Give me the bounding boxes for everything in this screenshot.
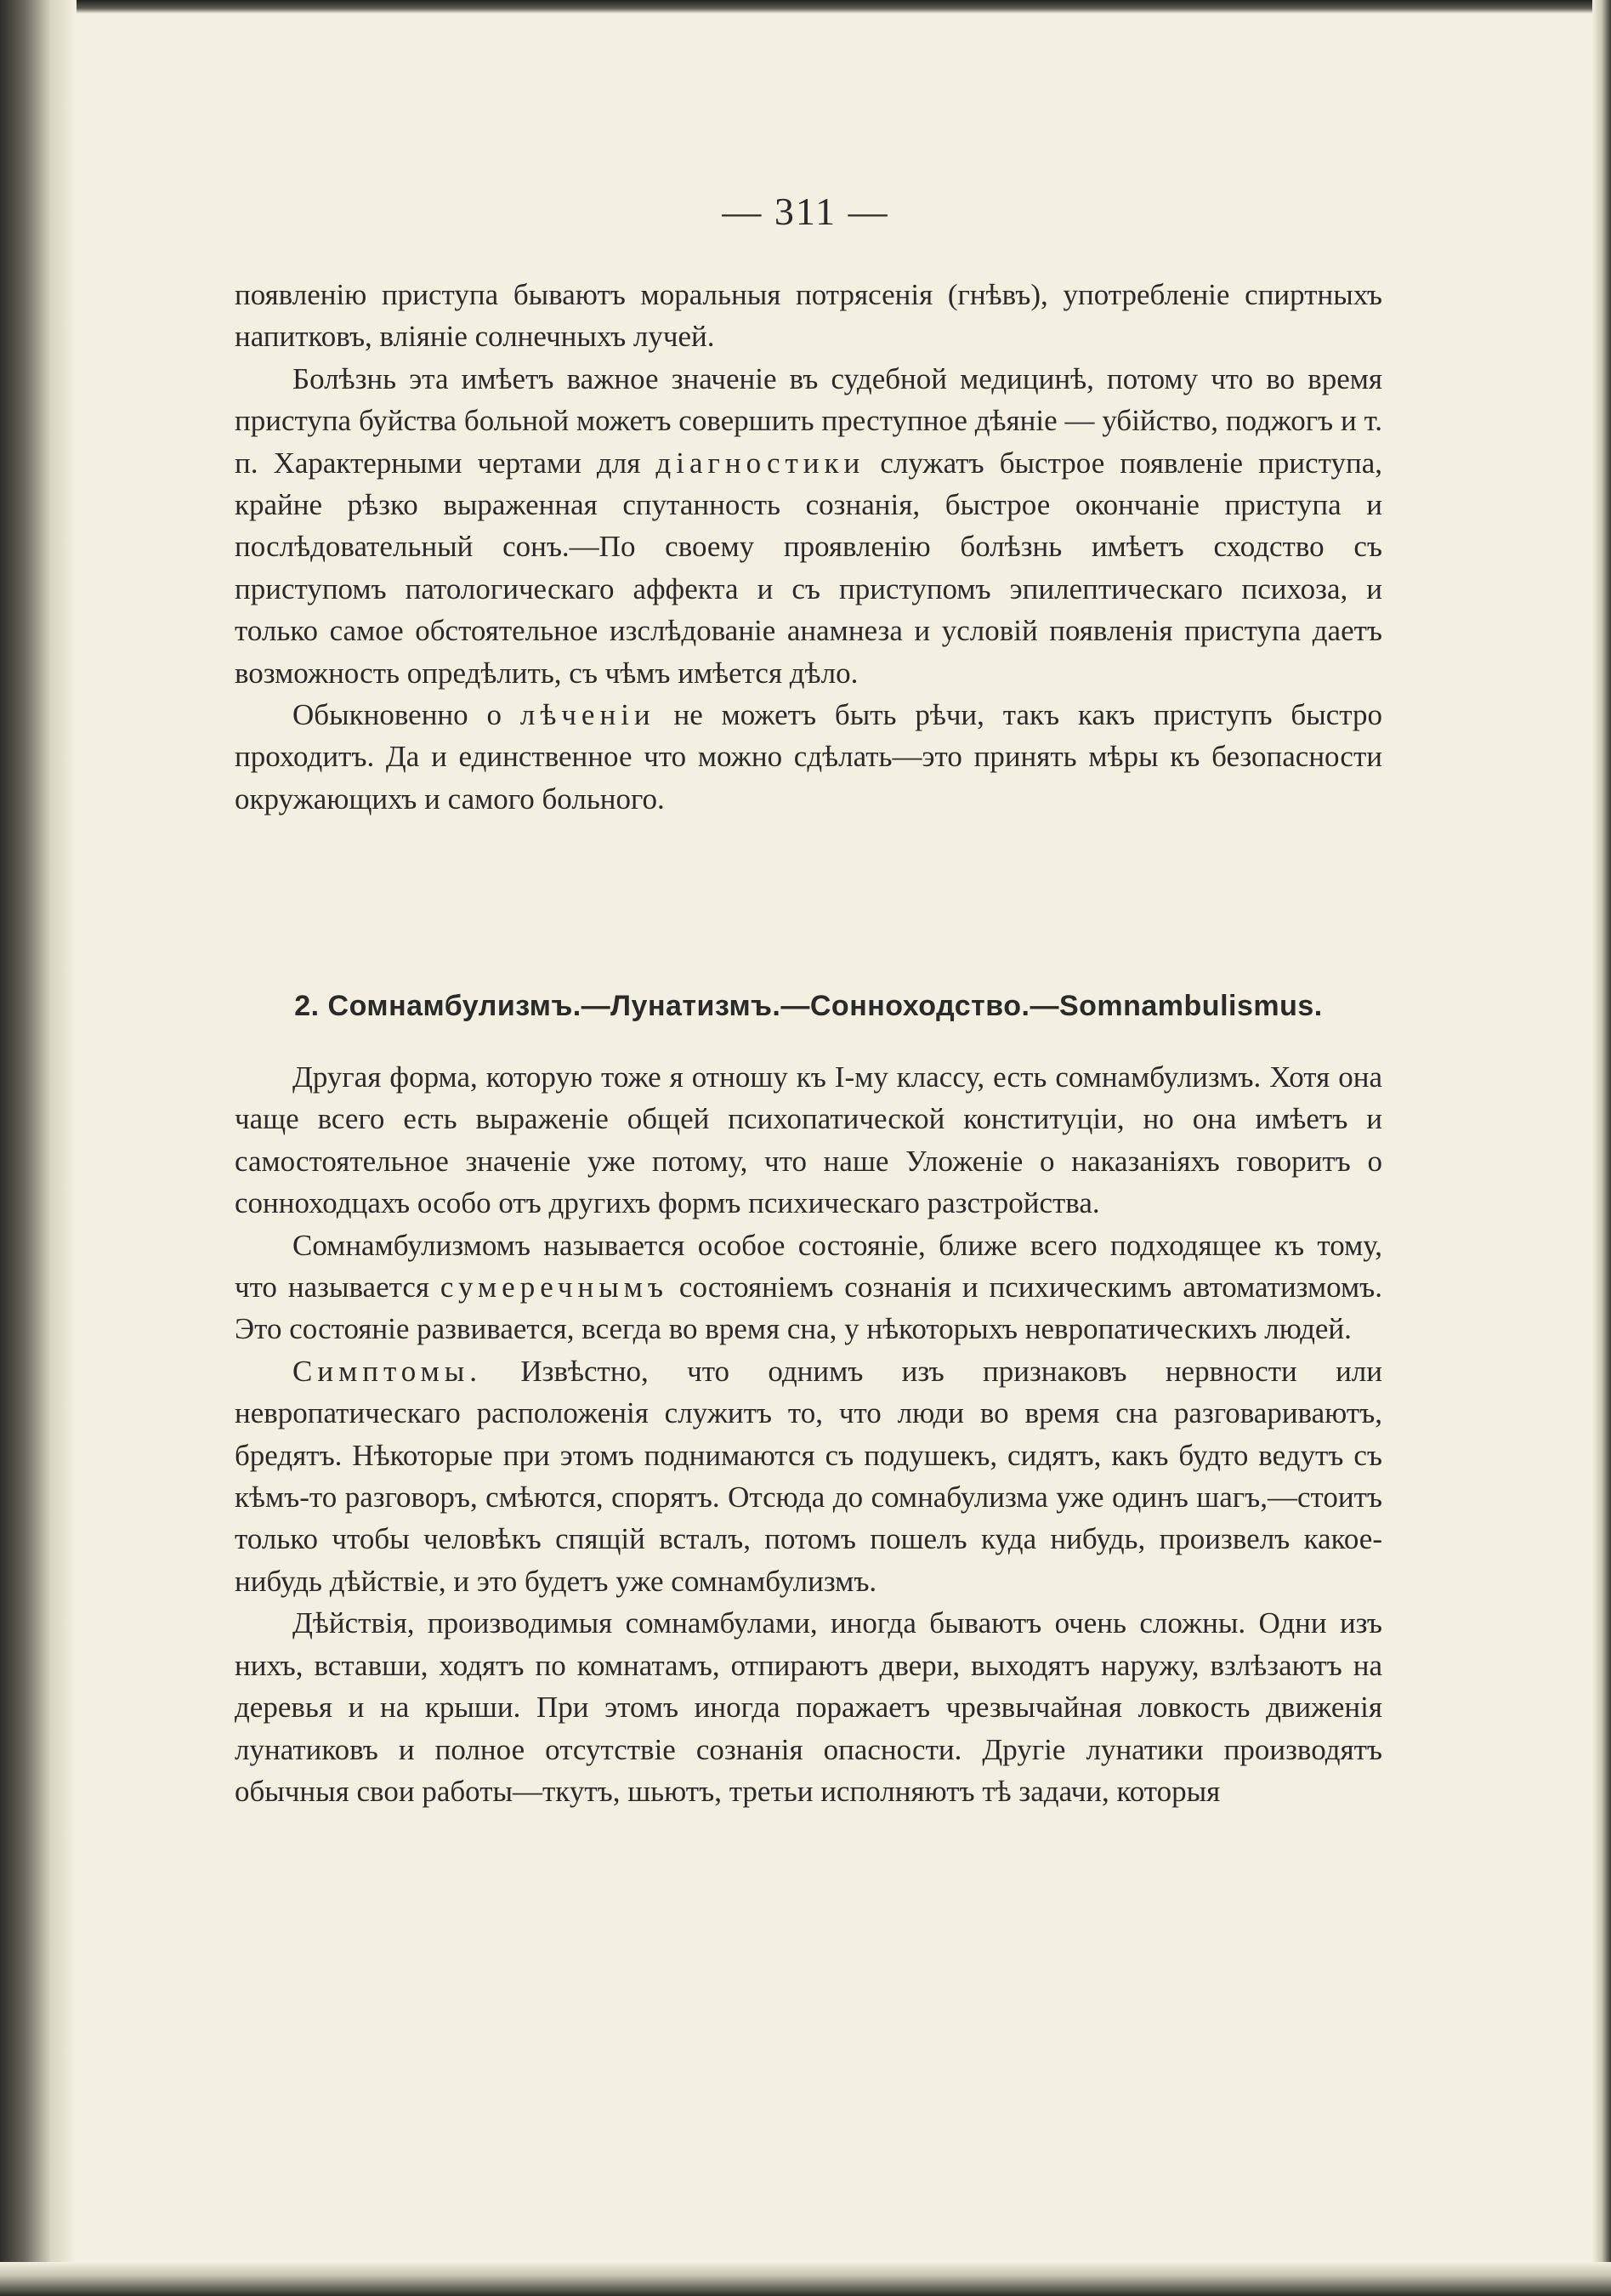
page-top-edge	[0, 0, 1611, 14]
paragraph	[235, 1225, 1382, 1350]
paragraph: появленію приступа бываютъ моральныя потрясенія (гнѣвъ), употребленіе спиртныхъ напитковъ, вліяніе солнечныхъ лучей.	[235, 278, 1382, 354]
paragraph: Дѣйствія, производимыя сомнамбулами, иногда бываютъ очень сложны. Одни изъ нихъ, вставши, ходятъ по комнатамъ, отпираютъ двери, выходятъ наружу, взлѣзаютъ на деревья и на крыши. При этомъ иногда поражаетъ чрезвычайная ловкость движенія лунатиковъ и полное отсутствіе сознанія опасности. Другіе лунатики производятъ обычныя свои работы—ткутъ, шьютъ, третьи исполняютъ тѣ задачи, которыя	[235, 1606, 1382, 1808]
paragraph-text: служатъ	[880, 446, 984, 480]
spaced-term: Симптомы.	[292, 1354, 483, 1388]
paragraph-text: Извѣстно, что однимъ изъ признаковъ нервности или невропатическаго расположенія служитъ то, что люди во время сна разговариваютъ, бредятъ. Нѣкоторые при этомъ поднимаются съ подушекъ, сидятъ, какъ будто ведутъ съ кѣмъ-то разговоръ, смѣются, спорятъ. Отсюда до сомнабулизма уже одинъ шагъ,—стоитъ только чтобы человѣкъ спящій всталъ, потомъ пошелъ куда нибудь, произвелъ какое-нибудь дѣйствіе, и это будетъ уже сомнамбулизмъ.	[235, 1354, 1383, 1598]
paragraph-text: не можетъ быть рѣчи, такъ какъ приступъ быстро проходитъ. Да и единственное что можно сдѣлать—это принять мѣры къ безопасности окружающихъ и самого больного.	[235, 698, 1383, 816]
paragraph-text: Обыкновенно о	[292, 698, 502, 732]
section-1-text	[235, 274, 1382, 820]
paragraph-text: Болѣзнь эта имѣетъ важное значеніе въ судебной медицинѣ, потому что во время приступа буйства больной можетъ совершить преступное дѣяніе — убійство, поджогъ и т. п. Характерными чертами для	[235, 361, 1382, 480]
paragraph	[235, 1350, 1382, 1602]
section-heading: 2. Сомнамбулизмъ.—Лунатизмъ.—Сонноходство.—Somnambulismus.	[294, 990, 1323, 1022]
page-right-edge	[1592, 0, 1611, 2296]
paragraph: Другая форма, которую тоже я отношу къ I-му классу, есть сомнамбулизмъ. Хотя она чаще всего есть выраженіе общей психопатической конституціи, но она имѣетъ и самостоятельное значеніе уже потому, что наше Уложеніе о наказаніяхъ говоритъ о сонноходцахъ особо отъ другихъ формъ психическаго разстройства.	[235, 1060, 1382, 1220]
paragraph	[235, 694, 1382, 820]
paragraph	[235, 358, 1382, 694]
spaced-term: сумеречнымъ	[440, 1270, 668, 1304]
page-bottom-edge	[0, 2262, 1611, 2296]
paragraph-text: быстрое появленіе приступа, крайне рѣзко выраженная спутанность сознанія, быстрое окончаніе приступа и послѣдовательный сонъ.—По своему проявленію болѣзнь имѣетъ сходство съ приступомъ патологическаго аффекта и съ приступомъ эпилептическаго психоза, и только самое обстоятельное изслѣдованіе анамнеза и условій появленія приступа даетъ возможность опредѣлить, съ чѣмъ имѣется дѣло.	[235, 446, 1383, 690]
section-2-text	[235, 1056, 1382, 1812]
page-number: — 311 —	[722, 190, 889, 233]
page-binding-edge	[0, 0, 77, 2296]
spaced-term: лѣченіи	[519, 698, 655, 732]
paragraph-text: Сомнамбулизмомъ называется особое состояніе, ближе всего подходящее къ тому, что называется	[235, 1228, 1382, 1304]
paragraph-text: состояніемъ сознанія и психическимъ автоматизмомъ. Это состояніе развивается, всегда во время сна, у нѣкоторыхъ невропатическихъ людей.	[235, 1270, 1382, 1346]
spaced-term: діагностики	[655, 446, 865, 480]
